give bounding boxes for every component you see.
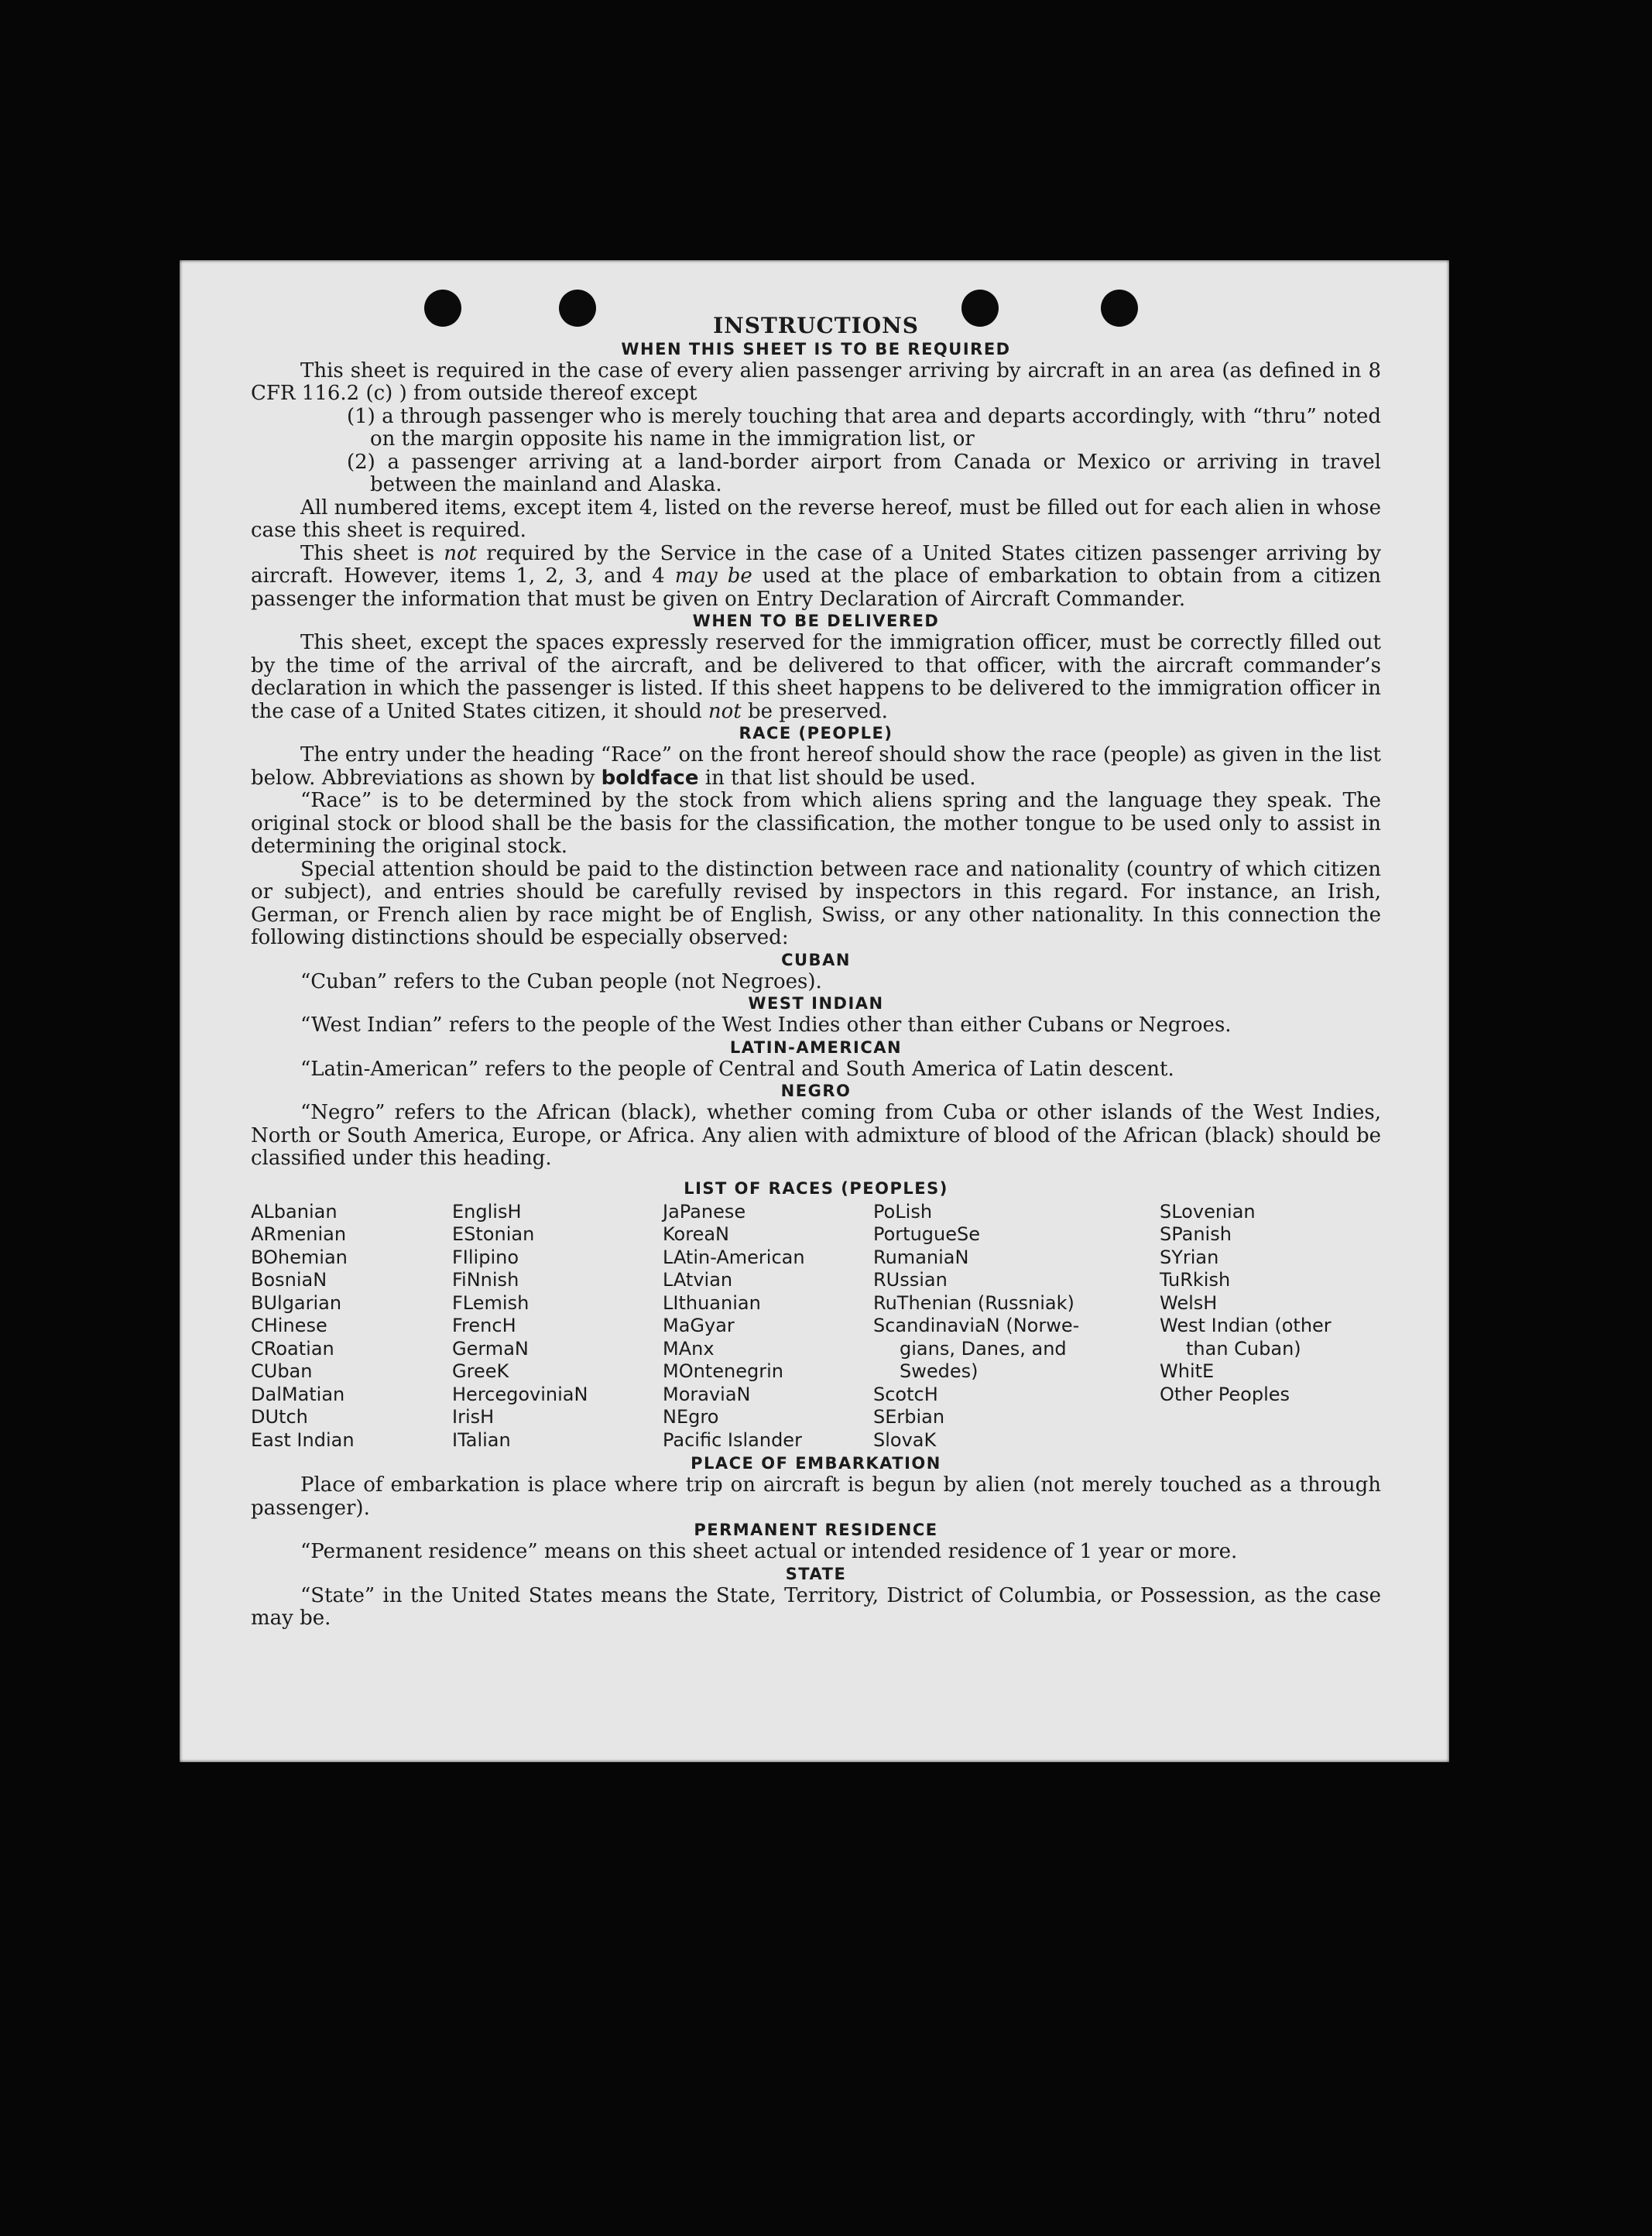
- negro-paragraph: “Negro” refers to the African (black), whether coming from Cuba or other islands of the West Indies, North or South America, Europe, or Africa. Any alien with admixture of blood of the African (black) should be classified under this heading.: [251, 1101, 1381, 1170]
- race-entry: DalMatian: [251, 1383, 345, 1405]
- race-entry: JaPanese: [663, 1200, 746, 1223]
- heading-race: RACE (PEOPLE): [739, 724, 893, 742]
- numbered-items-paragraph: All numbered items, except item 4, listed on the reverse hereof, must be filled out for each alien in whose case this sheet is required.: [251, 496, 1381, 542]
- race-paragraph-1: The entry under the heading “Race” on the front hereof should show the race (people) as given in the list below. Abbreviations as shown by boldface in that list should be used.: [251, 743, 1381, 790]
- race-entry: BosniaN: [251, 1269, 327, 1291]
- race-entry: FIlipino: [452, 1246, 519, 1268]
- race-entry: Other Peoples: [1160, 1383, 1290, 1405]
- race-entry: ScandinaviaN (Norwe-: [873, 1315, 1080, 1336]
- race-entry: FLemish: [452, 1291, 530, 1314]
- race-entry: LAtin-American: [663, 1246, 805, 1268]
- race-entry: ALbanian: [251, 1200, 338, 1223]
- race-entry: DUtch: [251, 1406, 308, 1428]
- race-entry: MAnx: [663, 1337, 715, 1360]
- race-entry: NEgro: [663, 1406, 719, 1428]
- citizen-paragraph: This sheet is not required by the Service in the case of a United States citizen passenger arriving by aircraft. However, items 1, 2, 3, and 4 may be used at the place of embarkation to obtain from a citizen passenger the information that must be given on Entry Declaration of Aircraft Commander.: [251, 541, 1382, 611]
- west-indian-paragraph: “West Indian” refers to the people of the West Indies other than either Cubans or Negroes.: [300, 1013, 1232, 1037]
- race-entry: MaGyar: [663, 1315, 735, 1336]
- race-entry: Pacific Islander: [663, 1428, 802, 1451]
- races-column: [873, 1201, 1160, 1452]
- heading-latin-american: LATIN-AMERICAN: [729, 1037, 903, 1057]
- race-entry: MOntenegrin: [663, 1360, 783, 1382]
- race-entry: East Indian: [251, 1428, 355, 1451]
- heading-races-list: LIST OF RACES (PEOPLES): [684, 1178, 948, 1198]
- races-column: [1160, 1201, 1381, 1452]
- race-entry: KoreaN: [663, 1223, 729, 1245]
- race-entry: IrisH: [452, 1406, 495, 1428]
- race-entry: ITalian: [452, 1428, 511, 1451]
- race-entry: LIthuanian: [663, 1291, 761, 1314]
- race-entry: GreeK: [452, 1360, 509, 1382]
- heading-state: STATE: [785, 1564, 847, 1583]
- race-entry: FrencH: [452, 1315, 516, 1336]
- instruction-sheet: [180, 260, 1449, 1762]
- required-item-2: (2) a passenger arriving at a land-border airport from Canada or Mexico or arriving in travel between the mainland and Alaska.: [347, 450, 1381, 496]
- race-entry: SYrian: [1160, 1246, 1219, 1268]
- heading-residence: PERMANENT RESIDENCE: [694, 1521, 938, 1539]
- embarkation-paragraph: Place of embarkation is place where trip on aircraft is begun by alien (not merely touched as a through passenger).: [251, 1473, 1381, 1520]
- race-entry: PoLish: [873, 1200, 933, 1223]
- sheet-content: [251, 314, 1381, 1631]
- races-column: [663, 1201, 873, 1452]
- race-entry: GermaN: [452, 1337, 529, 1360]
- races-column: [452, 1201, 663, 1452]
- race-entry: CRoatian: [251, 1337, 334, 1360]
- race-entry: HercegoviniaN: [452, 1383, 588, 1405]
- heading-required: WHEN THIS SHEET IS TO BE REQUIRED: [621, 339, 1011, 358]
- race-entry: SLovenian: [1160, 1200, 1256, 1223]
- race-entry: LAtvian: [663, 1269, 733, 1291]
- race-entry: EStonian: [452, 1223, 535, 1245]
- race-entry: CHinese: [251, 1315, 327, 1336]
- race-entry: BUlgarian: [251, 1291, 342, 1314]
- race-paragraph-3: Special attention should be paid to the distinction between race and nationality (country of which citizen or subject), and entries should be carefully revised by inspectors in this regard. For instance, an Irish, German, or French alien by race might be of English, Swiss, or any other nationality. In this connection the following distinctions should be especially observed:: [251, 857, 1381, 949]
- required-intro: This sheet is required in the case of every alien passenger arriving by aircraft in an area (as defined in 8 CFR 116.2 (c) ) from outside thereof except: [251, 358, 1381, 405]
- race-entry: SPanish: [1160, 1223, 1232, 1245]
- race-entry: CUban: [251, 1360, 313, 1382]
- heading-cuban: CUBAN: [781, 950, 851, 969]
- races-column: [251, 1201, 452, 1452]
- race-entry: gians, Danes, and: [900, 1337, 1067, 1360]
- race-entry: SlovaK: [873, 1428, 937, 1451]
- race-entry: RuThenian (Russniak): [873, 1291, 1074, 1314]
- race-entry: WhitE: [1160, 1360, 1215, 1382]
- page-title: INSTRUCTIONS: [713, 313, 919, 338]
- latin-american-paragraph: “Latin-American” refers to the people of Central and South America of Latin descent.: [300, 1057, 1174, 1081]
- heading-west-indian: WEST INDIAN: [748, 994, 884, 1013]
- race-entry: PortugueSe: [873, 1223, 980, 1245]
- required-item-1: (1) a through passenger who is merely touching that area and departs accordingly, with “thru” noted on the margin opposite his name in the immigration list, or: [347, 404, 1381, 451]
- heading-delivered: WHEN TO BE DELIVERED: [692, 612, 940, 630]
- race-entry: ScotcH: [873, 1383, 938, 1405]
- race-entry: ARmenian: [251, 1223, 347, 1245]
- heading-embarkation: PLACE OF EMBARKATION: [691, 1454, 941, 1473]
- race-entry: than Cuban): [1186, 1337, 1301, 1360]
- race-entry: RUssian: [873, 1269, 948, 1291]
- races-list: [251, 1201, 1381, 1452]
- race-entry: FiNnish: [452, 1269, 519, 1291]
- race-entry: SErbian: [873, 1406, 945, 1428]
- race-entry: West Indian (other: [1160, 1315, 1332, 1336]
- heading-negro: NEGRO: [780, 1082, 852, 1100]
- race-entry: MoraviaN: [663, 1383, 751, 1405]
- delivered-paragraph: This sheet, except the spaces expressly reserved for the immigration officer, must be correctly filled out by the time of the arrival of the aircraft, and be delivered to that officer, with the aircraft commander’s declaration in which the passenger is listed. If this sheet happens to be delivered to the immigration officer in the case of a United States citizen, it should not be preserved.: [251, 631, 1381, 723]
- race-paragraph-2: “Race” is to be determined by the stock from which aliens spring and the language they speak. The original stock or blood shall be the basis for the classification, the mother tongue to be used only to assist in determining the original stock.: [251, 789, 1381, 858]
- cuban-paragraph: “Cuban” refers to the Cuban people (not Negroes).: [300, 969, 822, 993]
- race-entry: Swedes): [900, 1360, 979, 1382]
- race-entry: EnglisH: [452, 1200, 522, 1223]
- race-entry: TuRkish: [1160, 1269, 1231, 1291]
- race-entry: WelsH: [1160, 1291, 1218, 1314]
- race-entry: RumaniaN: [873, 1246, 969, 1268]
- state-paragraph: “State” in the United States means the State, Territory, District of Columbia, or Possession, as the case may be.: [251, 1583, 1381, 1630]
- race-entry: BOhemian: [251, 1246, 348, 1268]
- residence-paragraph: “Permanent residence” means on this sheet actual or intended residence of 1 year or more.: [300, 1540, 1238, 1563]
